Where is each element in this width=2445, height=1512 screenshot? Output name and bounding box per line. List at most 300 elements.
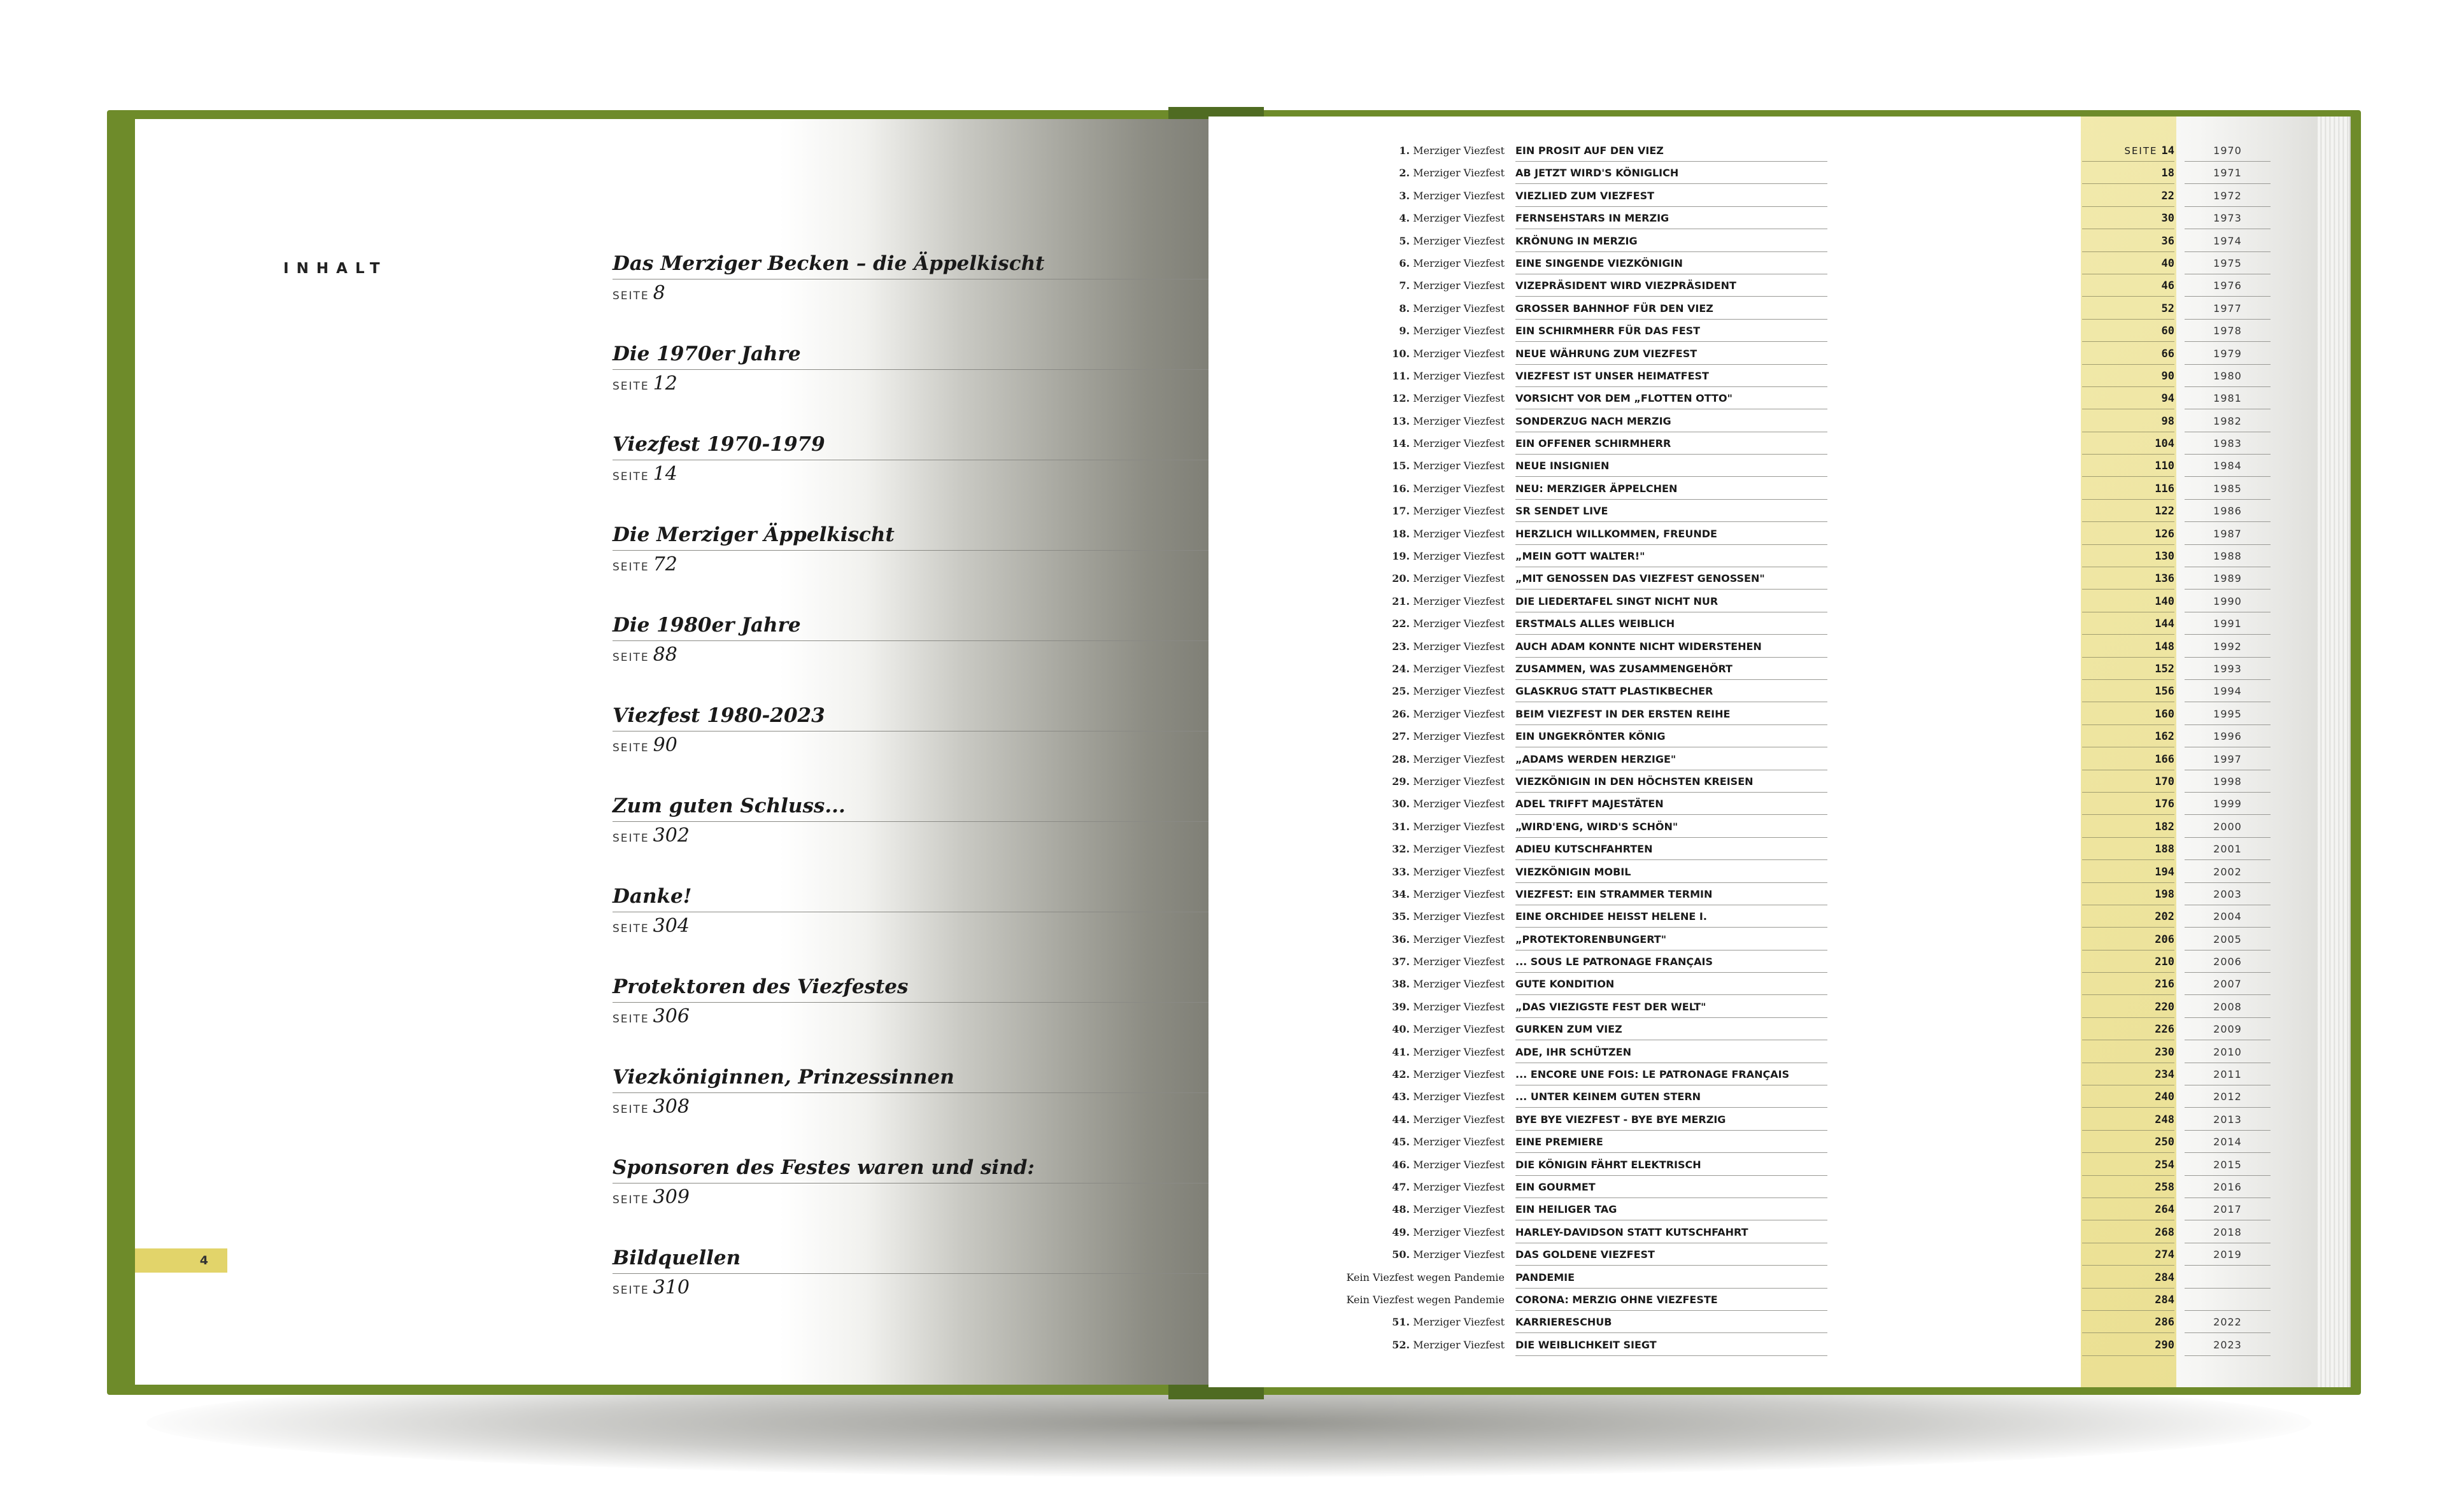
chapter-page (2082, 275, 2174, 297)
chapter-page-number: 14 (2161, 145, 2174, 157)
chapter-title: FERNSEHSTARS IN MERZIG (1515, 208, 1827, 229)
chapter-year: 1974 (2185, 230, 2271, 252)
page-edges (2318, 117, 2351, 1387)
toc-page-number: 14 (653, 463, 677, 485)
list-row (1368, 343, 2242, 365)
chapter-page (2082, 1176, 2174, 1198)
list-row (1368, 1311, 2242, 1334)
edition-label (1392, 1176, 1505, 1198)
list-row (1368, 1042, 2242, 1064)
toc-entry (613, 612, 1210, 703)
chapter-year: 1987 (2185, 523, 2271, 545)
toc-entry-title: Die Merziger Äppelkischt (613, 522, 1210, 551)
chapter-page-number: 226 (2155, 1023, 2174, 1036)
list-row (1368, 230, 2242, 253)
chapter-title: EINE ORCHIDEE HEISST HELENE I. (1515, 906, 1827, 928)
chapter-year: 1983 (2185, 433, 2271, 455)
chapter-page (2082, 658, 2174, 680)
edition-number: 3. (1399, 189, 1410, 202)
edition-text: Merziger Viezfest (1413, 1000, 1505, 1013)
toc-entry-title: Viezfest 1970-1979 (613, 432, 1210, 460)
chapter-page (2082, 591, 2174, 612)
list-row (1368, 613, 2242, 635)
chapter-page-number: 116 (2155, 482, 2174, 495)
edition-text: Merziger Viezfest (1413, 730, 1505, 743)
edition-text: Merziger Viezfest (1413, 189, 1505, 202)
chapter-title: AUCH ADAM KONNTE NICHT WIDERSTEHEN (1515, 636, 1827, 658)
toc-entry-page (613, 1004, 1210, 1032)
edition-text: Merziger Viezfest (1413, 662, 1505, 675)
list-row (1368, 411, 2242, 433)
edition-number: 37. (1392, 956, 1410, 968)
edition-label (1392, 906, 1505, 928)
list-row (1368, 861, 2242, 884)
chapter-page-number: 162 (2155, 730, 2174, 744)
chapter-page-number: 152 (2155, 662, 2174, 675)
edition-label (1399, 162, 1505, 184)
toc-page-number: 8 (653, 282, 665, 304)
edition-number: 33. (1392, 865, 1410, 878)
edition-number: 22. (1392, 618, 1410, 630)
chapter-title: SR SENDET LIVE (1515, 500, 1827, 522)
edition-number: 1. (1399, 145, 1410, 157)
chapter-year: 2016 (2185, 1176, 2271, 1198)
chapter-page-number: 254 (2155, 1158, 2174, 1171)
toc-page-number: 302 (653, 824, 690, 847)
chapter-year: 2018 (2185, 1222, 2271, 1243)
chapter-page-number: 250 (2155, 1136, 2174, 1149)
edition-text: Merziger Viezfest (1413, 640, 1505, 653)
chapter-page (2082, 726, 2174, 747)
chapter-year: 1999 (2185, 793, 2271, 815)
chapter-year: 2017 (2185, 1199, 2271, 1220)
edition-label (1392, 726, 1505, 747)
edition-text: Merziger Viezfest (1413, 460, 1505, 472)
edition-number: 46. (1392, 1158, 1410, 1171)
chapter-page (2082, 793, 2174, 815)
toc-entry-page (613, 733, 1210, 761)
chapter-title: EIN GOURMET (1515, 1176, 1827, 1198)
edition-label (1392, 884, 1505, 905)
chapter-year: 1975 (2185, 253, 2271, 274)
edition-number: 29. (1392, 775, 1410, 788)
chapter-title: EIN PROSIT AUF DEN VIEZ (1515, 140, 1827, 162)
edition-text: Merziger Viezfest (1413, 550, 1505, 563)
list-row (1368, 568, 2242, 590)
chapter-page-number: 126 (2155, 527, 2174, 541)
chapter-year: 1988 (2185, 546, 2271, 567)
toc-entry (613, 251, 1210, 341)
edition-number: 4. (1399, 212, 1410, 225)
edition-text: Merziger Viezfest (1413, 1316, 1505, 1329)
toc-page-number: 310 (653, 1276, 690, 1299)
edition-number: 42. (1392, 1068, 1410, 1081)
chapter-page-number: 18 (2161, 167, 2174, 180)
edition-label (1392, 1064, 1505, 1085)
chapter-year: 2019 (2185, 1244, 2271, 1266)
chapter-year: 2001 (2185, 838, 2271, 860)
chapter-page (2082, 906, 2174, 928)
edition-text: Merziger Viezfest (1413, 527, 1505, 540)
list-row (1368, 433, 2242, 455)
left-page (135, 119, 1210, 1385)
edition-number: 35. (1392, 910, 1410, 923)
toc-entry-title: Die 1980er Jahre (613, 612, 1210, 641)
list-row (1368, 906, 2242, 928)
list-row (1368, 636, 2242, 658)
chapter-year: 1979 (2185, 343, 2271, 365)
list-row (1368, 681, 2242, 703)
edition-number: 23. (1392, 640, 1410, 653)
chapter-page (2082, 388, 2174, 409)
toc-entry-title: Bildquellen (613, 1245, 1210, 1274)
chapter-page-number: 144 (2155, 618, 2174, 631)
chapter-page (2082, 298, 2174, 320)
edition-label (1392, 1019, 1505, 1040)
edition-label (1392, 1042, 1505, 1063)
chapter-page-number: 140 (2155, 595, 2174, 608)
chapter-page-number: 216 (2155, 978, 2174, 991)
edition-label (1392, 838, 1505, 860)
chapter-title: ... SOUS LE PATRONAGE FRANÇAIS (1515, 951, 1827, 973)
chapter-page (2082, 320, 2174, 342)
list-row (1368, 884, 2242, 906)
chapter-page-number: 90 (2161, 369, 2174, 383)
list-row (1368, 320, 2242, 343)
chapter-title: NEUE WÄHRUNG ZUM VIEZFEST (1515, 343, 1827, 365)
edition-number: 49. (1392, 1226, 1410, 1238)
edition-label (1392, 523, 1505, 545)
edition-label (1392, 636, 1505, 658)
chapter-title: GUTE KONDITION (1515, 973, 1827, 995)
toc-entry-title: Die 1970er Jahre (613, 341, 1210, 370)
chapter-year: 1989 (2185, 568, 2271, 590)
chapter-title: ... ENCORE UNE FOIS: LE PATRONAGE FRANÇAIS (1515, 1064, 1827, 1085)
list-row (1368, 1176, 2242, 1199)
edition-text: Merziger Viezfest (1413, 1113, 1505, 1126)
chapter-page-number: 206 (2155, 933, 2174, 946)
chapter-page (2082, 861, 2174, 883)
chapter-page (2082, 951, 2174, 973)
chapter-title: EINE SINGENDE VIEZKÖNIGIN (1515, 253, 1827, 274)
edition-text: Merziger Viezfest (1413, 167, 1505, 180)
chapter-title: AB JETZT WIRD'S KÖNIGLICH (1515, 162, 1827, 184)
chapter-year: 1976 (2185, 275, 2271, 297)
chapter-page (2082, 1334, 2174, 1356)
list-row (1368, 185, 2242, 208)
chapter-page-number: 98 (2161, 414, 2174, 428)
chapter-title: „ADAMS WERDEN HERZIGE" (1515, 749, 1827, 770)
chapter-page (2082, 546, 2174, 567)
edition-text: Merziger Viezfest (1413, 1045, 1505, 1058)
chapter-page-number: 182 (2155, 820, 2174, 833)
edition-text: Merziger Viezfest (1413, 1180, 1505, 1193)
chapter-title: EIN OFFENER SCHIRMHERR (1515, 433, 1827, 455)
chapter-page-number: 122 (2155, 505, 2174, 518)
right-page (1208, 117, 2333, 1387)
chapter-year: 2022 (2185, 1311, 2271, 1333)
list-row (1368, 1244, 2242, 1266)
edition-number: 43. (1392, 1091, 1410, 1103)
seite-label: SEITE (613, 832, 649, 845)
edition-label (1392, 388, 1505, 409)
chapter-year: 1980 (2185, 365, 2271, 387)
edition-text: Merziger Viezfest (1413, 685, 1505, 698)
edition-number: 34. (1392, 887, 1410, 900)
edition-text: Merziger Viezfest (1413, 843, 1505, 856)
chapter-page (2082, 185, 2174, 207)
list-row (1368, 1109, 2242, 1131)
chapter-page (2082, 478, 2174, 500)
toc-entry-page (613, 552, 1210, 580)
chapter-year: 1978 (2185, 320, 2271, 342)
chapter-page (2082, 703, 2174, 725)
edition-number: 9. (1399, 325, 1410, 337)
list-row (1368, 838, 2242, 861)
edition-number: 28. (1392, 752, 1410, 765)
edition-label (1392, 1222, 1505, 1243)
list-row (1368, 951, 2242, 973)
toc-entry (613, 793, 1210, 884)
chapter-page (2082, 140, 2174, 162)
edition-label (1392, 1131, 1505, 1153)
edition-text: Merziger Viezfest (1413, 910, 1505, 923)
chapter-year: 2015 (2185, 1154, 2271, 1176)
chapter-page-number: 284 (2155, 1271, 2174, 1284)
list-row (1368, 1222, 2242, 1244)
chapter-title: ADEL TRIFFT MAJESTÄTEN (1515, 793, 1827, 815)
chapter-year: 2006 (2185, 951, 2271, 973)
edition-label (1392, 568, 1505, 590)
chapter-page-number: 268 (2155, 1226, 2174, 1239)
edition-text: Merziger Viezfest (1413, 257, 1505, 269)
chapter-page (2082, 1131, 2174, 1153)
edition-text: Merziger Viezfest (1413, 392, 1505, 405)
edition-text: Merziger Viezfest (1413, 775, 1505, 788)
edition-label (1392, 365, 1505, 387)
list-row (1368, 771, 2242, 793)
edition-text: Merziger Viezfest (1413, 1136, 1505, 1148)
seite-label: SEITE (613, 1013, 649, 1026)
chapter-page (2082, 929, 2174, 950)
chapter-title: KRÖNUNG IN MERZIG (1515, 230, 1827, 252)
edition-number: 13. (1392, 414, 1410, 427)
chapter-title: GURKEN ZUM VIEZ (1515, 1019, 1827, 1040)
seite-label: SEITE (613, 380, 649, 393)
list-row (1368, 208, 2242, 230)
chapter-title: ZUSAMMEN, WAS ZUSAMMENGEHÖRT (1515, 658, 1827, 680)
chapter-page (2082, 771, 2174, 793)
toc-entry-title: Protektoren des Viezfestes (613, 974, 1210, 1003)
chapter-page (2082, 1109, 2174, 1131)
chapter-page-number: 170 (2155, 775, 2174, 788)
chapter-year: 1971 (2185, 162, 2271, 184)
chapter-year: 1991 (2185, 613, 2271, 635)
chapter-page-number: 166 (2155, 752, 2174, 766)
edition-label (1392, 613, 1505, 635)
edition-label (1392, 455, 1505, 477)
chapter-page-number: 94 (2161, 392, 2174, 406)
edition-text: Merziger Viezfest (1413, 212, 1505, 225)
list-row (1368, 500, 2242, 523)
chapter-title: VIEZFEST IST UNSER HEIMATFEST (1515, 365, 1827, 387)
edition-text: Merziger Viezfest (1413, 933, 1505, 945)
chapter-title: VIEZKÖNIGIN IN DEN HÖCHSTEN KREISEN (1515, 771, 1827, 793)
edition-label (1392, 411, 1505, 432)
list-row (1368, 1334, 2242, 1357)
chapter-page (2082, 411, 2174, 432)
edition-text: Merziger Viezfest (1413, 707, 1505, 720)
chapter-title: BEIM VIEZFEST IN DER ERSTEN REIHE (1515, 703, 1827, 725)
edition-label (1392, 771, 1505, 793)
edition-label (1392, 546, 1505, 567)
edition-text: Merziger Viezfest (1413, 1091, 1505, 1103)
list-row (1368, 1086, 2242, 1108)
table-of-contents (613, 251, 1210, 1336)
edition-text: Merziger Viezfest (1413, 145, 1505, 157)
chapter-title: DAS GOLDENE VIEZFEST (1515, 1244, 1827, 1266)
edition-label (1392, 996, 1505, 1018)
list-row (1368, 388, 2242, 410)
edition-text: Merziger Viezfest (1413, 347, 1505, 360)
chapter-year: 1986 (2185, 500, 2271, 522)
toc-entry (613, 432, 1210, 522)
chapter-page (2082, 1267, 2174, 1289)
list-row (1368, 162, 2242, 185)
edition-text: Merziger Viezfest (1413, 752, 1505, 765)
list-row (1368, 523, 2242, 546)
festival-list (1346, 140, 2242, 1357)
list-row (1368, 1199, 2242, 1221)
chapter-page-number: 284 (2155, 1293, 2174, 1306)
list-row (1368, 365, 2242, 388)
seite-label: SEITE (613, 651, 649, 664)
edition-label (1392, 816, 1505, 838)
chapter-page-number: 198 (2155, 887, 2174, 901)
chapter-year: 1973 (2185, 208, 2271, 229)
edition-number: 17. (1392, 505, 1410, 518)
chapter-year: 1981 (2185, 388, 2271, 409)
edition-text: Merziger Viezfest (1413, 1068, 1505, 1081)
chapter-title: DIE WEIBLICHKEIT SIEGT (1515, 1334, 1827, 1356)
edition-text: Merziger Viezfest (1413, 798, 1505, 810)
seite-label: SEITE (613, 470, 649, 483)
edition-number: 6. (1399, 257, 1410, 269)
edition-text: Merziger Viezfest (1413, 1158, 1505, 1171)
list-row (1368, 591, 2242, 613)
list-row (1368, 973, 2242, 996)
chapter-page-number: 176 (2155, 798, 2174, 811)
chapter-year: 1985 (2185, 478, 2271, 500)
toc-entry-page (613, 1185, 1210, 1213)
edition-number: 25. (1392, 685, 1410, 698)
chapter-page (2082, 1042, 2174, 1063)
chapter-year: 1990 (2185, 591, 2271, 612)
chapter-page (2082, 568, 2174, 590)
chapter-page-number: 52 (2161, 302, 2174, 315)
chapter-title: DIE LIEDERTAFEL SINGT NICHT NUR (1515, 591, 1827, 612)
list-row (1368, 816, 2242, 838)
chapter-page-number: 148 (2155, 640, 2174, 653)
edition-label (1392, 1109, 1505, 1131)
chapter-title: VIZEPRÄSIDENT WIRD VIEZPRÄSIDENT (1515, 275, 1827, 297)
list-row (1346, 1267, 2234, 1289)
chapter-year: 2008 (2185, 996, 2271, 1018)
chapter-page (2082, 253, 2174, 274)
toc-entry-page (613, 281, 1210, 309)
toc-entry (613, 884, 1210, 974)
edition-label (1392, 478, 1505, 500)
chapter-year: 1996 (2185, 726, 2271, 747)
list-row (1368, 1019, 2242, 1041)
chapter-page-number: 202 (2155, 910, 2174, 924)
edition-label (1399, 140, 1505, 162)
chapter-title: EIN HEILIGER TAG (1515, 1199, 1827, 1220)
chapter-page-number: 40 (2161, 257, 2174, 270)
chapter-page-number: 286 (2155, 1316, 2174, 1329)
edition-number: 26. (1392, 707, 1410, 720)
edition-label (1392, 591, 1505, 612)
chapter-title: VORSICHT VOR DEM „FLOTTEN OTTO" (1515, 388, 1827, 409)
chapter-page-number: 194 (2155, 865, 2174, 879)
edition-number: 47. (1392, 1180, 1410, 1193)
chapter-page (2082, 973, 2174, 995)
edition-label (1392, 433, 1505, 455)
edition-text: Merziger Viezfest (1413, 887, 1505, 900)
list-row (1368, 253, 2242, 275)
chapter-title: ERSTMALS ALLES WEIBLICH (1515, 613, 1827, 635)
list-row (1368, 929, 2242, 951)
chapter-page (2082, 1311, 2174, 1333)
chapter-page-number: 264 (2155, 1203, 2174, 1217)
edition-number: 19. (1392, 550, 1410, 563)
chapter-page (2082, 816, 2174, 838)
chapter-year: 1998 (2185, 771, 2271, 793)
edition-label (1392, 500, 1505, 522)
chapter-title: GLASKRUG STATT PLASTIKBECHER (1515, 681, 1827, 702)
edition-label (1392, 749, 1505, 770)
chapter-page (2082, 1289, 2174, 1311)
chapter-page-number: 210 (2155, 956, 2174, 969)
list-row (1368, 1064, 2242, 1086)
seite-label: SEITE (613, 1194, 649, 1206)
chapter-year: 1970 (2185, 140, 2271, 162)
edition-number: 10. (1392, 347, 1410, 360)
edition-label (1392, 973, 1505, 995)
edition-label (1399, 185, 1505, 207)
chapter-page-number: 110 (2155, 460, 2174, 473)
edition-text: Merziger Viezfest (1413, 1338, 1505, 1351)
edition-number: 15. (1392, 460, 1410, 472)
edition-number: 14. (1392, 437, 1410, 450)
chapter-year: 1995 (2185, 703, 2271, 725)
list-row (1368, 546, 2242, 568)
list-row (1368, 749, 2242, 771)
chapter-year: 2011 (2185, 1064, 2271, 1085)
chapter-page-number: 188 (2155, 843, 2174, 856)
list-row (1368, 298, 2242, 320)
chapter-title: „MEIN GOTT WALTER!" (1515, 546, 1827, 567)
chapter-title: EIN UNGEKRÖNTER KÖNIG (1515, 726, 1827, 747)
chapter-title: „WIRD'ENG, WIRD'S SCHÖN" (1515, 816, 1827, 838)
chapter-title: „PROTEKTORENBUNGERT" (1515, 929, 1827, 950)
chapter-page (2082, 455, 2174, 477)
edition-number: 27. (1392, 730, 1410, 743)
list-row (1368, 478, 2242, 500)
chapter-page-number: 234 (2155, 1068, 2174, 1082)
edition-text: Merziger Viezfest (1413, 302, 1505, 314)
edition-label (1392, 929, 1505, 950)
